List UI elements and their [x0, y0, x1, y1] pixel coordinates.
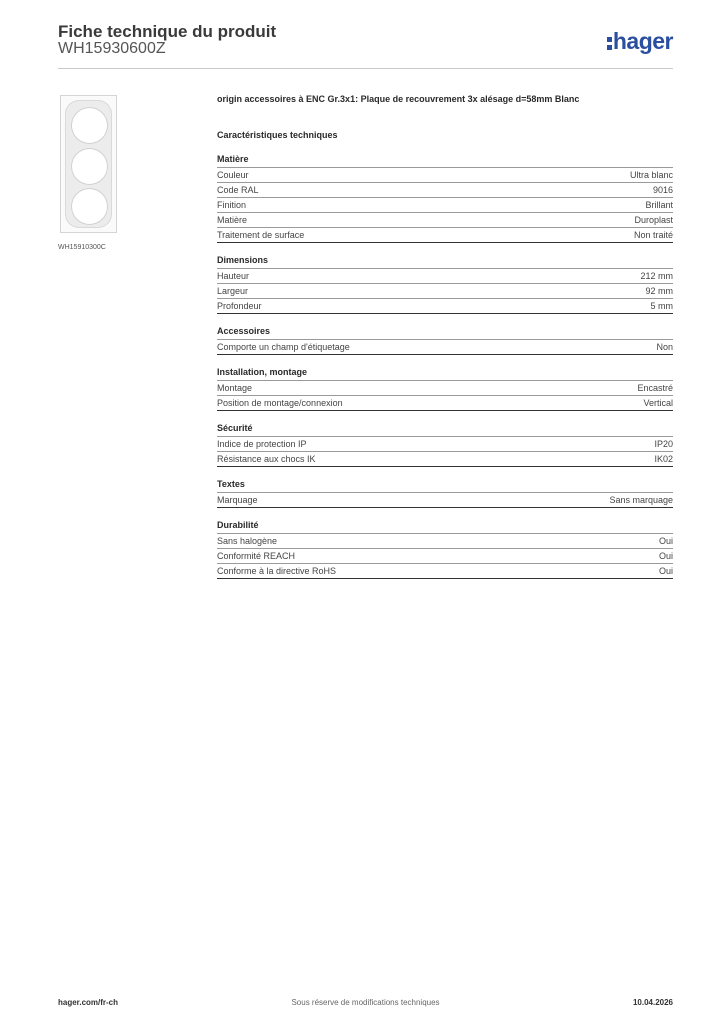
plate-hole: [71, 107, 108, 144]
spec-label: Profondeur: [217, 301, 262, 311]
spec-row: [217, 381, 673, 396]
spec-label: Largeur: [217, 286, 249, 296]
spec-value: Brillant: [645, 200, 673, 210]
footer-website[interactable]: hager.com/fr-ch: [58, 998, 119, 1007]
spec-value: Vertical: [643, 398, 673, 408]
spec-row: [217, 269, 673, 284]
spec-row: [217, 183, 673, 198]
section-title: Dimensions: [217, 255, 673, 269]
spec-row: [217, 228, 673, 243]
section-title: Sécurité: [217, 423, 673, 437]
plate-hole: [71, 148, 108, 185]
spec-value: Non: [656, 342, 673, 352]
spec-label: Sans halogène: [217, 536, 278, 546]
product-description: origin accessoires à ENC Gr.3x1: Plaque de recouvrement 3x alésage d=58mm Blanc: [217, 94, 580, 104]
spec-row: [217, 549, 673, 564]
section-title: Matière: [217, 154, 673, 168]
spec-value: Oui: [658, 566, 673, 576]
spec-row: [217, 213, 673, 228]
spec-label: Finition: [217, 200, 247, 210]
spec-value: Sans marquage: [609, 495, 673, 505]
header-divider: [58, 68, 673, 69]
section-title: Accessoires: [217, 326, 673, 340]
spec-label: Résistance aux chocs IK: [217, 454, 316, 464]
footer-date: 10.04.2026: [632, 998, 673, 1007]
spec-section: [217, 520, 673, 579]
spec-label: Indice de protection IP: [217, 439, 307, 449]
spec-section: [217, 423, 673, 467]
spec-value: 212 mm: [640, 271, 673, 281]
spec-label: Hauteur: [217, 271, 250, 281]
spec-row: [217, 564, 673, 579]
spec-value: Duroplast: [634, 215, 673, 225]
document-title: Fiche technique du produit: [58, 22, 277, 41]
spec-value: IK02: [654, 454, 673, 464]
spec-label: Montage: [217, 383, 253, 393]
spec-row: [217, 493, 673, 508]
spec-value: Encastré: [637, 383, 673, 393]
spec-row: [217, 534, 673, 549]
product-image: [60, 95, 117, 233]
spec-value: 92 mm: [645, 286, 673, 296]
spec-row: [217, 340, 673, 355]
page-header: [58, 20, 673, 68]
spec-section: [217, 479, 673, 508]
spec-row: [217, 284, 673, 299]
spec-row: [217, 198, 673, 213]
spec-row: [217, 452, 673, 467]
tech-characteristics-title: Caractéristiques techniques: [217, 130, 338, 140]
spec-value: 9016: [652, 185, 673, 195]
image-caption: WH15910300C: [58, 244, 106, 251]
cover-plate-illustration: [65, 100, 112, 228]
product-details: [217, 94, 673, 579]
spec-label: Position de montage/connexion: [217, 398, 343, 408]
spec-label: Matière: [217, 215, 248, 225]
spec-value: Oui: [658, 536, 673, 546]
plate-hole: [71, 188, 108, 225]
spec-row: [217, 396, 673, 411]
spec-section: [217, 326, 673, 355]
section-title: Textes: [217, 479, 673, 493]
spec-sections: [217, 154, 673, 579]
logo-text: hager: [612, 27, 673, 54]
section-title: Durabilité: [217, 520, 673, 534]
spec-row: [217, 437, 673, 452]
footer-disclaimer: Sous réserve de modifications techniques: [291, 998, 440, 1007]
page-footer: [58, 994, 673, 1010]
spec-section: [217, 255, 673, 314]
spec-value: 5 mm: [650, 301, 673, 311]
spec-section: [217, 367, 673, 411]
spec-label: Conforme à la directive RoHS: [217, 566, 337, 576]
spec-value: Oui: [658, 551, 673, 561]
spec-label: Conformité REACH: [217, 551, 296, 561]
spec-label: Traitement de surface: [217, 230, 305, 240]
spec-label: Code RAL: [217, 185, 259, 195]
spec-label: Comporte un champ d'étiquetage: [217, 342, 350, 352]
spec-section: [217, 154, 673, 243]
spec-row: [217, 299, 673, 314]
product-reference: WH15930600Z: [58, 40, 166, 57]
logo-dots-icon: [607, 37, 612, 50]
hager-logo: [607, 25, 673, 57]
spec-value: IP20: [654, 439, 673, 449]
spec-value: Ultra blanc: [629, 170, 673, 180]
spec-label: Couleur: [217, 170, 249, 180]
spec-label: Marquage: [217, 495, 258, 505]
spec-row: [217, 168, 673, 183]
section-title: Installation, montage: [217, 367, 673, 381]
spec-value: Non traité: [633, 230, 673, 240]
